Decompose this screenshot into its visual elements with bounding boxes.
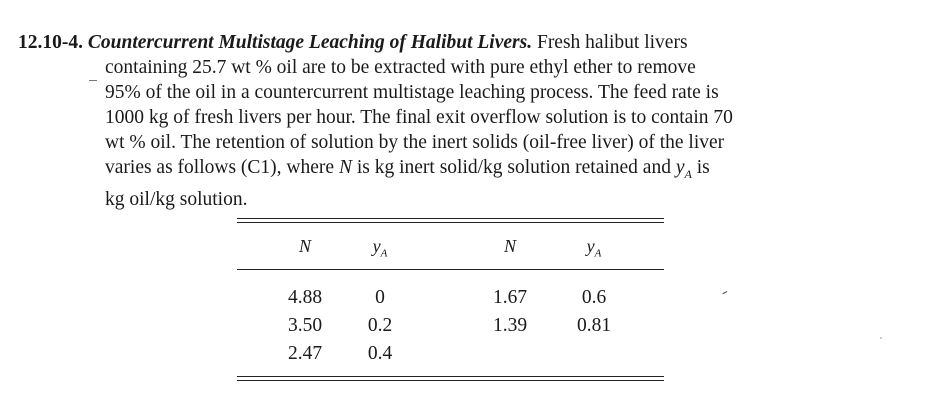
- problem-line-2: containing 25.7 wt % oil are to be extracted with pure ethyl ether to remove: [105, 57, 696, 78]
- symbol-N: N: [338, 157, 352, 178]
- table-top-rule-2: [237, 222, 664, 223]
- problem-line-4: 1000 kg of fresh livers per hour. The final exit overflow solution is to contain 70: [105, 107, 733, 128]
- table-cell: 0: [375, 287, 385, 308]
- symbol-y: y: [675, 157, 685, 178]
- problem-title: Countercurrent Multistage Leaching of Halibut Livers.: [87, 32, 533, 53]
- margin-mark: [89, 80, 97, 81]
- stray-mark: [722, 291, 728, 297]
- table-cell: 3.50: [287, 315, 323, 336]
- header-yA-2: $y_A$: [586, 236, 602, 260]
- problem-line-6-b: is kg inert solid/kg solution retained and: [351, 157, 676, 178]
- problem-line-1-text: Fresh halibut livers: [536, 32, 688, 53]
- table-cell: 4.88: [287, 287, 323, 308]
- header-N-2: N: [503, 236, 516, 256]
- table-cell: 0.2: [367, 315, 393, 336]
- retention-table: [237, 218, 664, 386]
- problem-line-3: 95% of the oil in a countercurrent multistage leaching process. The feed rate is: [105, 82, 719, 103]
- header-N-1: N: [298, 236, 311, 256]
- problem-number: 12.10-4.: [18, 32, 83, 53]
- table-cell: 1.67: [492, 287, 528, 308]
- table-cell: 0.4: [367, 343, 393, 364]
- problem-line-5: wt % oil. The retention of solution by the inert solids (oil-free liver) of the liver: [105, 132, 725, 153]
- problem-line-6: [18, 155, 888, 187]
- problem-line-6-a: varies as follows (C1), where: [105, 157, 339, 178]
- table-top-rule: [237, 218, 664, 219]
- table-bottom-rule: [237, 376, 664, 377]
- symbol-y-subscript: A: [684, 166, 692, 181]
- table-cell: 1.39: [492, 315, 528, 336]
- table-bottom-rule-2: [237, 380, 664, 381]
- table-cell: 0.6: [581, 287, 607, 308]
- problem-statement: [18, 30, 888, 212]
- stray-dot: [880, 337, 882, 339]
- table-header-rule: [237, 269, 664, 270]
- problem-line-7: kg oil/kg solution.: [105, 188, 248, 210]
- table-cell: 2.47: [287, 343, 323, 364]
- table-cell: 0.81: [576, 315, 612, 336]
- header-yA-1: $y_A$: [372, 236, 388, 260]
- problem-line-6-c: is: [691, 157, 710, 178]
- problem-line-1: [18, 30, 888, 55]
